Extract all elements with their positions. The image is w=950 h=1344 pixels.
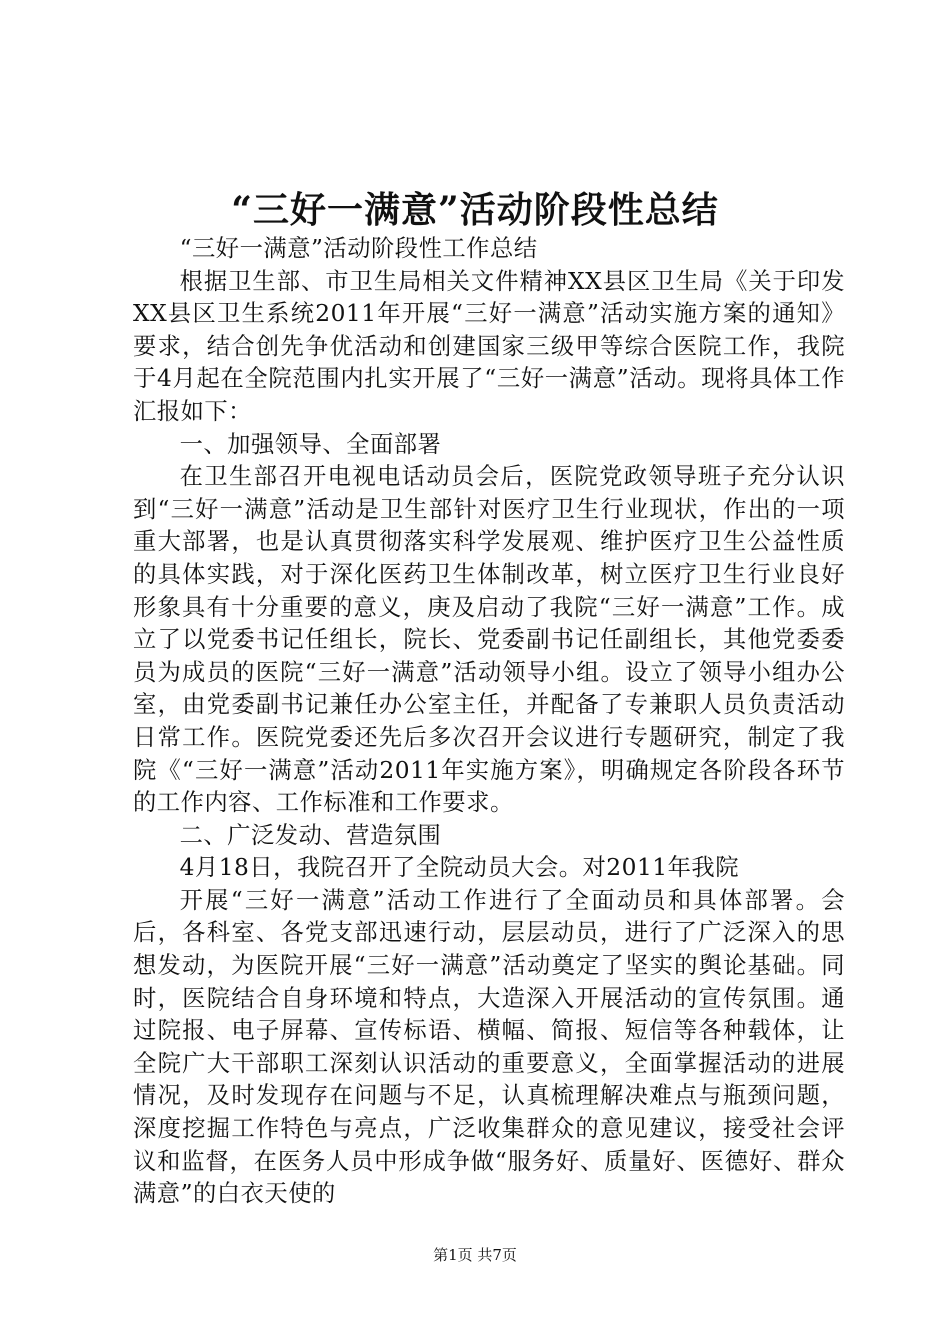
page-number-footer: 第1页 共7页 — [433, 1246, 517, 1264]
paragraph-section-1: 在卫生部召开电视电话动员会后，医院党政领导班子充分认识到“三好一满意”活动是卫生部针对医疗卫生行业现状，作出的一项重大部署，也是认真贯彻落实科学发展观、维护医疗卫生公益性质的具体实践，对于深化医药卫生体制改革，树立医疗卫生行业良好形象具有十分重要的意义，庚及启动了我院“三好一满意”工作。成立了以党委书记任组长，院长、党委副书记任副组长，其他党委委员为成员的医院“三好一满意”活动领导小组。设立了领导小组办公室，由党委副书记兼任办公室主任，并配备了专兼职人员负责活动日常工作。医院党委还先后多次召开会议进行专题研究，制定了我院《“三好一满意”活动2011年实施方案》，明确规定各阶段各环节的工作内容、工作标准和工作要求。 — [133, 463, 845, 817]
paragraph-section-2: 开展“三好一满意”活动工作进行了全面动员和具体部署。会后，各科室、各党支部迅速行动，层层动员，进行了广泛深入的思想发动，为医院开展“三好一满意”活动奠定了坚实的舆论基础。同时，医院结合自身环境和特点，大造深入开展活动的宣传氛围。通过院报、电子屏幕、宣传标语、横幅、简报、短信等各种载体，让全院广大干部职工深刻认识活动的重要意义，全面掌握活动的进展情况，及时发现存在问题与不足，认真梳理解决难点与瓶颈问题，深度挖掘工作特色与亮点，广泛收集群众的意见建议，接受社会评议和监督，在医务人员中形成争做“服务好、质量好、医德好、群众满意”的白衣天使的 — [133, 886, 845, 1208]
paragraph-subtitle: “三好一满意”活动阶段性工作总结 — [179, 235, 538, 262]
document-title: “三好一满意”活动阶段性总结 — [231, 189, 719, 231]
section-heading-1: 一、加强领导、全面部署 — [179, 430, 442, 458]
paragraph-section-2-line: 4月18日，我院召开了全院动员大会。对2011年我院 — [179, 854, 739, 882]
section-heading-2: 二、广泛发动、营造氛围 — [179, 821, 442, 849]
document-body — [133, 233, 845, 1211]
paragraph-intro: 根据卫生部、市卫生局相关文件精神XX县区卫生局《关于印发XX县区卫生系统2011年开展“三好一满意”活动实施方案的通知》要求，结合创先争优活动和创建国家三级甲等综合医院工作，我院于4月起在全院范围内扎实开展了“三好一满意”活动。现将具体工作汇报如下： — [133, 267, 845, 425]
